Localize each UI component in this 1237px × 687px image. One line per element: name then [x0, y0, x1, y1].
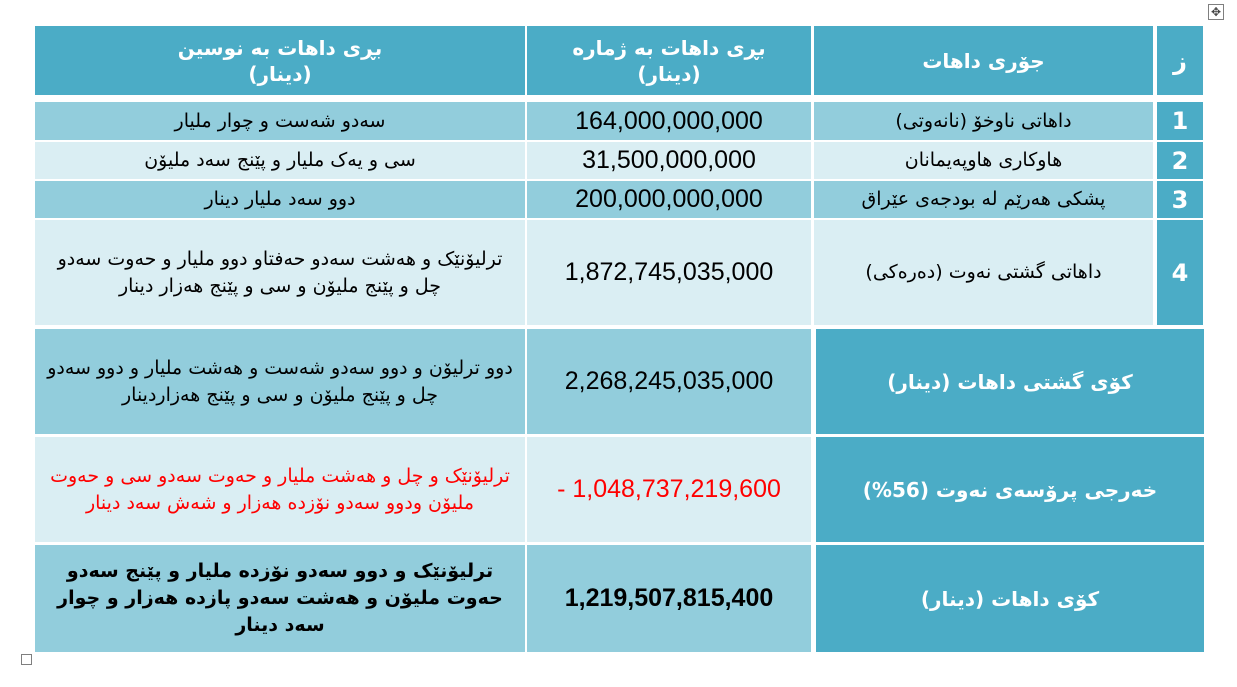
- oil-cost-words-text: ترلیۆنێک و چل و هەشت ملیار و حەوت سەدو سی و حەوت ملیۆن ودوو سەدو نۆزدە هەزار و شەش سەد دینار: [50, 464, 510, 514]
- row-3-type: [814, 181, 1153, 218]
- row-2-index-text: 2: [1171, 146, 1189, 175]
- row-4-index-text: 4: [1171, 258, 1189, 287]
- header-income-type-text: جۆری داهات: [922, 48, 1045, 73]
- row-4-value-text: 1,872,745,035,000: [564, 258, 774, 286]
- row-1-index: [1157, 102, 1203, 140]
- oil-cost-words: [35, 437, 525, 542]
- row-2-index: [1157, 142, 1203, 179]
- row-1-words-text: سەدو شەست و چوار ملیار: [174, 109, 386, 132]
- net-income-words-text: ترلیۆنێک و دوو سەدو نۆزدە ملیار و پێنج سەدو حەوت ملیۆن و هەشت سەدو پازدە هەزار و چوار سەد دینار: [57, 560, 503, 636]
- total-income-label-text: کۆی گشتی داهات (دینار): [887, 369, 1133, 394]
- header-amount-words-text: بڕی داهات بە نوسین (دینار): [177, 35, 383, 86]
- header-amount-number: [527, 26, 811, 95]
- row-1-words: [35, 102, 525, 140]
- row-1-value: [527, 102, 811, 140]
- header-index-text: ز: [1173, 46, 1187, 75]
- row-3-type-text: پشکی هەرێم لە بودجەی عێراق: [861, 188, 1106, 210]
- oil-cost-value: [527, 437, 811, 542]
- table-resize-handle-icon[interactable]: [21, 654, 32, 665]
- oil-cost-label-text: خەرجی پرۆسەی نەوت (56%): [862, 477, 1158, 502]
- header-amount-number-text: بڕی داهات بە ژمارە (دینار): [572, 35, 766, 86]
- header-income-type: [814, 26, 1153, 95]
- row-4-words: [35, 220, 525, 325]
- table-move-handle-icon[interactable]: ✥: [1208, 4, 1224, 20]
- row-2-words: [35, 142, 525, 179]
- header-index: [1157, 26, 1203, 95]
- total-income-words-text: دوو ترلیۆن و دوو سەدو شەست و هەشت ملیار و دوو سەدو چل و پێنج ملیۆن و سی و پێنج هەزاردینار: [47, 356, 513, 406]
- row-1-index-text: 1: [1171, 107, 1189, 135]
- net-income-label: [816, 545, 1204, 652]
- row-3-value-text: 200,000,000,000: [575, 185, 763, 213]
- row-4-value: [527, 220, 811, 325]
- row-1-type: [814, 102, 1153, 140]
- row-4-words-text: ترلیۆنێک و هەشت سەدو حەفتاو دوو ملیار و حەوت سەدو چل و پێنج ملیۆن و سی و پێنج هەزار دینار: [57, 247, 503, 297]
- total-income-label: [816, 329, 1204, 434]
- net-income-words: [35, 545, 525, 652]
- oil-cost-value-text: - 1,048,737,219,600: [557, 475, 781, 503]
- row-2-type-text: هاوکاری هاوپەیمانان: [904, 149, 1063, 171]
- total-income-value-text: 2,268,245,035,000: [564, 367, 774, 395]
- row-3-words-text: دوو سەد ملیار دینار: [204, 188, 356, 210]
- row-3-index-text: 3: [1171, 185, 1189, 214]
- net-income-value: [527, 545, 811, 652]
- total-income-value: [527, 329, 811, 434]
- row-3-value: [527, 181, 811, 218]
- total-income-words: [35, 329, 525, 434]
- net-income-value-text: 1,219,507,815,400: [564, 584, 774, 612]
- row-1-value-text: 164,000,000,000: [575, 106, 763, 135]
- row-2-words-text: سی و یەک ملیار و پێنج سەد ملیۆن: [144, 149, 416, 171]
- row-2-value: [527, 142, 811, 179]
- header-amount-words: [35, 26, 525, 95]
- row-3-index: [1157, 181, 1203, 218]
- row-3-words: [35, 181, 525, 218]
- oil-cost-label: [816, 437, 1204, 542]
- row-2-value-text: 31,500,000,000: [582, 146, 756, 174]
- net-income-label-text: کۆی داهات (دینار): [920, 586, 1100, 611]
- row-1-type-text: داهاتی ناوخۆ (نانەوتی): [895, 109, 1072, 132]
- row-4-type: [814, 220, 1153, 325]
- row-4-index: [1157, 220, 1203, 325]
- row-4-type-text: داهاتی گشتی نەوت (دەرەکی): [865, 261, 1102, 283]
- row-2-type: [814, 142, 1153, 179]
